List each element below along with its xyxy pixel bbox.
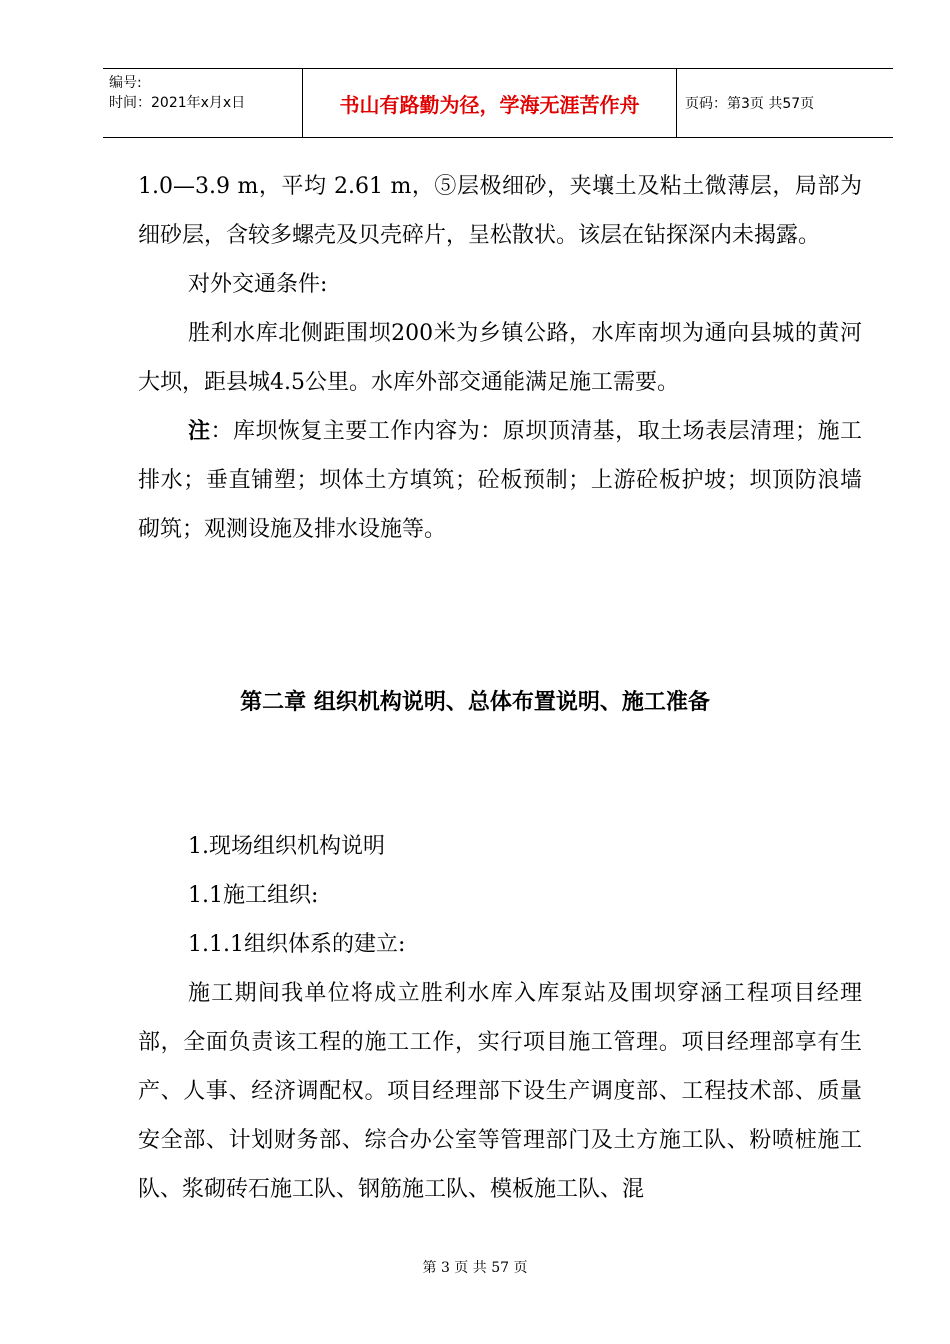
paragraph-organization: 施工期间我单位将成立胜利水库入库泵站及围坝穿涵工程项目经理部，全面负责该工程的施工工作，实行项目施工管理。项目经理部享有生产、人事、经济调配权。项目经理部下设生产调度部、工程技术部、质量安全部、计划财务部、综合办公室等管理部门及土方施工队、粉喷桩施工队、浆砌砖石施工队、钢筋施工队、模板施工队、混 [138,981,862,1202]
number-label: 编号: [109,75,142,91]
section-1-1-heading: 1.1施工组织: [188,883,319,908]
section-1-1-1-heading: 1.1.1组织体系的建立: [188,932,406,957]
header-motto: 书山有路勤为径，学海无涯苦作舟 [303,69,677,137]
header-meta [103,69,303,137]
paragraph-traffic: 胜利水库北侧距围坝200米为乡镇公路，水库南坝为通向县城的黄河大坝，距县城4.5公里。水库外部交通能满足施工需要。 [138,321,862,395]
note-text: ：库坝恢复主要工作内容为：原坝顶清基，取土场表层清理；施工排水；垂直铺塑；坝体土方填筑；砼板预制；上游砼板护坡；坝顶防浪墙砌筑；观测设施及排水设施等。 [138,419,862,542]
section-text [138,822,862,1214]
section-1-heading: 1.现场组织机构说明 [188,834,385,859]
paragraph-note [138,407,862,554]
chapter-title: 第二章 组织机构说明、总体布置说明、施工准备 [240,690,710,715]
header-page-code: 页码：第3页 共57页 [685,96,815,112]
time-label: 时间：2021年x月x日 [109,95,246,111]
body-text [138,162,862,554]
page-header [103,68,893,138]
page-footer: 第 3 页 共 57 页 [422,1260,528,1276]
paragraph-traffic-heading: 对外交通条件: [188,272,328,297]
paragraph-geology: 1.0—3.9 m，平均 2.61 m，⑤层极细砂，夹壤土及粘土微薄层，局部为细砂层，含较多螺壳及贝壳碎片，呈松散状。该层在钻探深内未揭露。 [138,174,862,248]
note-label: 注 [188,419,211,444]
